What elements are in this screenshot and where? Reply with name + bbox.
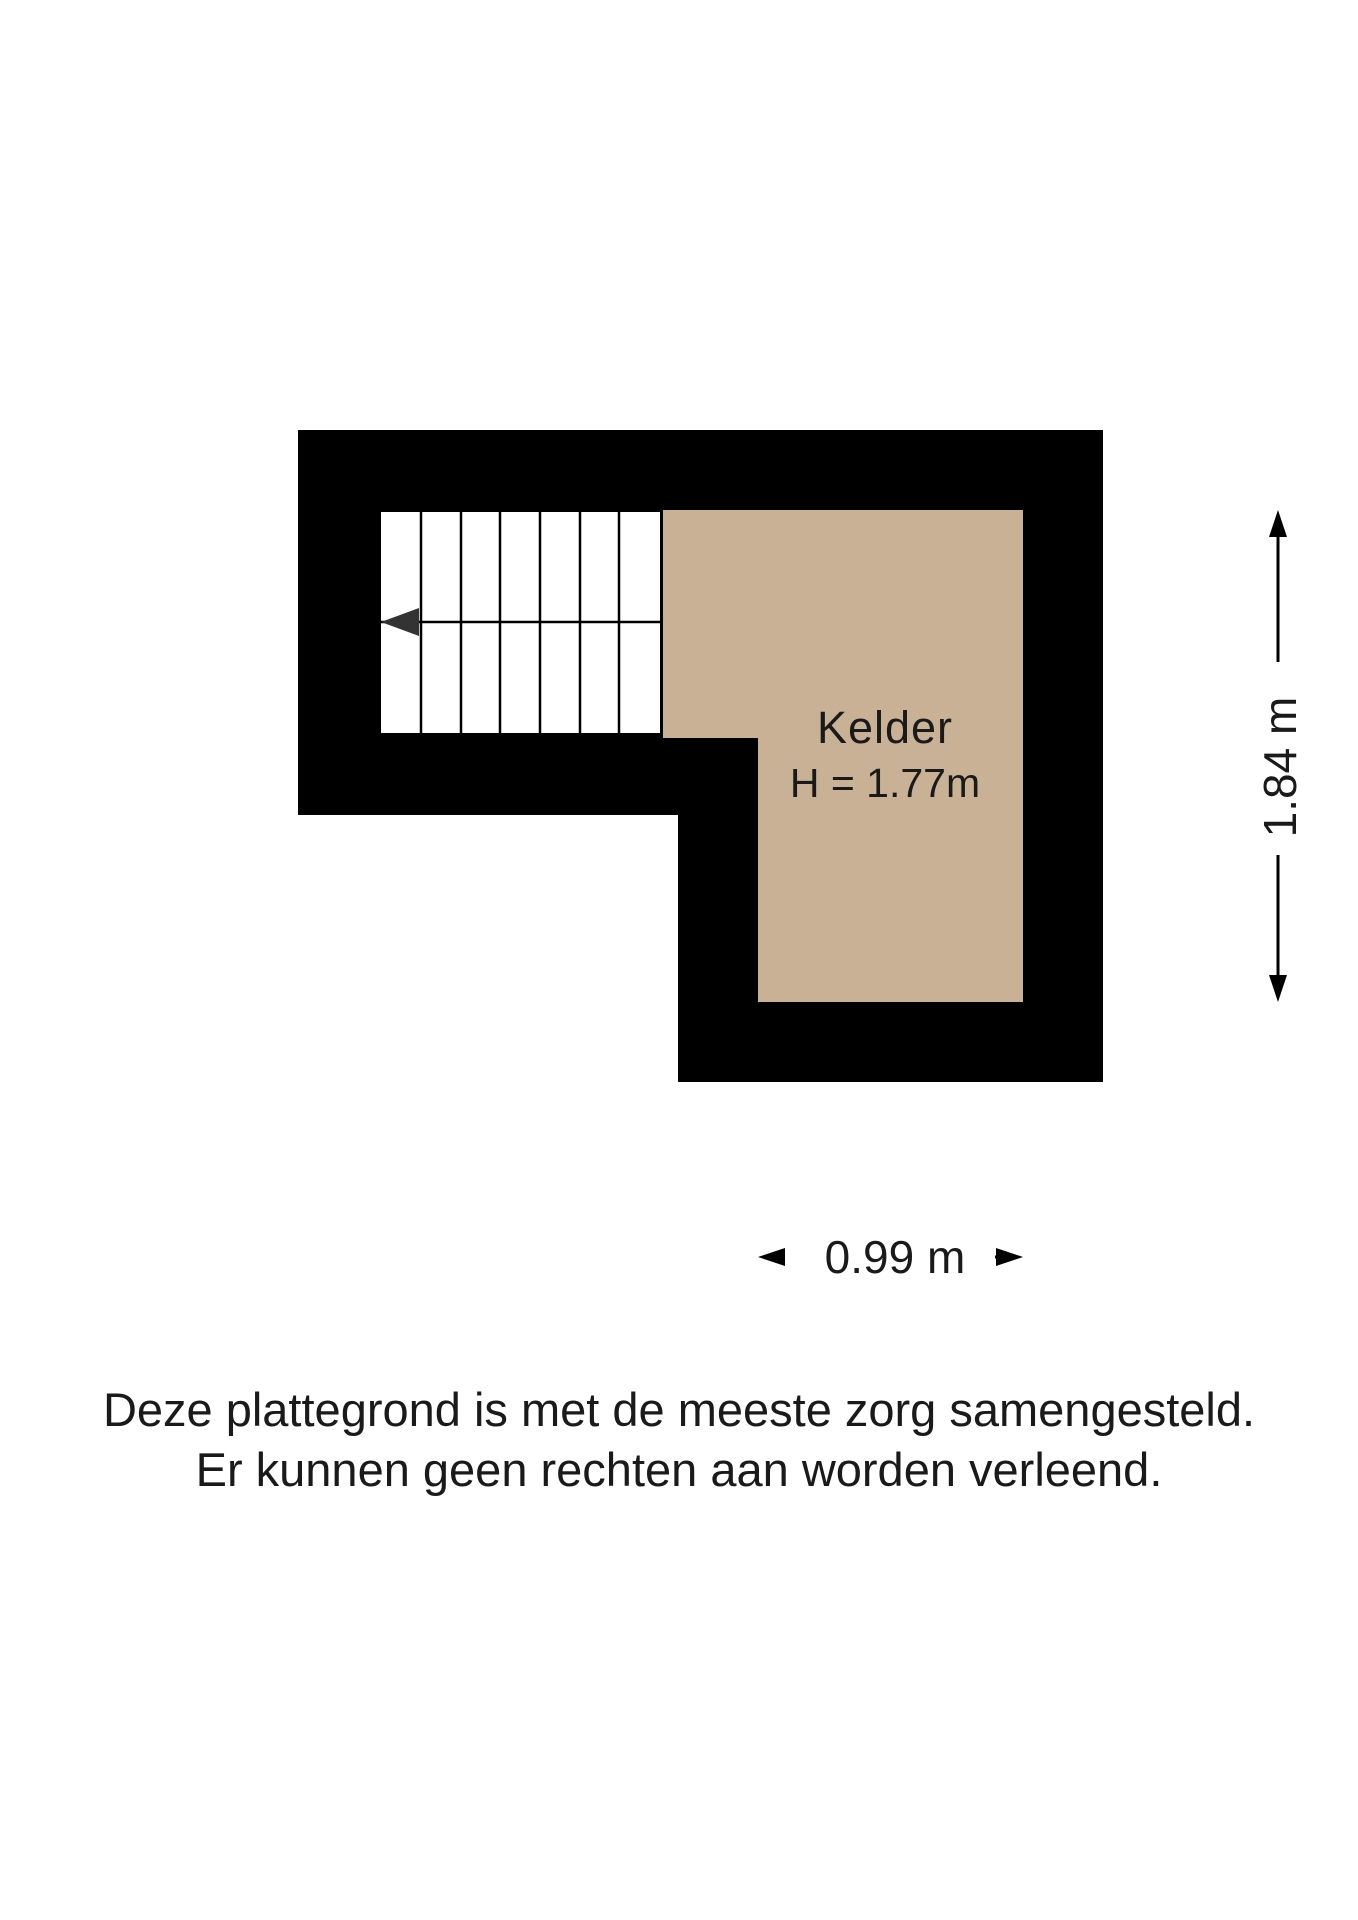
dimension-width-label: 0.99 m — [824, 1231, 966, 1283]
staircase — [381, 512, 660, 733]
disclaimer-line-1: Deze plattegrond is met de meeste zorg samengesteld. — [102, 1383, 1256, 1436]
dimension-arrow-icon — [758, 1248, 785, 1266]
dimension-arrow-icon — [1269, 975, 1287, 1002]
disclaimer — [0, 1380, 1358, 1500]
dimension-arrow-icon — [996, 1248, 1023, 1266]
room-height-label: H = 1.77m — [789, 760, 981, 806]
room-name: Kelder — [816, 702, 954, 753]
dimension-height-label: 1.84 m — [1254, 696, 1306, 838]
disclaimer-line-2: Er kunnen geen rechten aan worden verleend. — [195, 1443, 1163, 1496]
dimension-arrow-icon — [1269, 510, 1287, 537]
